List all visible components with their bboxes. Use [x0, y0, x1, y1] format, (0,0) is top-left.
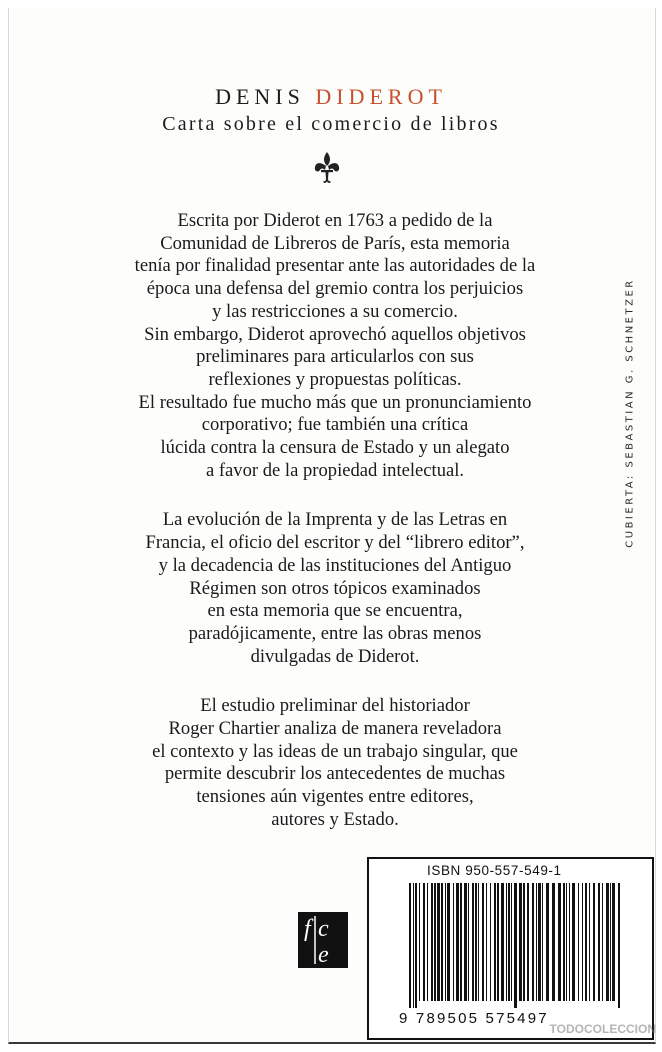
barcode-bar — [497, 883, 499, 1001]
barcode-bar — [460, 883, 462, 1001]
barcode-bar — [486, 883, 487, 1001]
blurb-line: permite descubrir los antecedentes de muchas — [164, 763, 506, 785]
barcode-bar — [578, 883, 579, 1001]
blurb-line: preliminares para articularlos con sus — [196, 346, 474, 368]
barcode-bar — [598, 883, 600, 1001]
barcode-bar — [506, 883, 507, 1001]
blurb-line: y la decadencia de las instituciones del Antiguo — [158, 554, 512, 576]
barcode-bar — [456, 883, 459, 1001]
barcode-bar — [413, 883, 414, 1008]
barcode-bar — [468, 883, 469, 1001]
barcode-bar — [514, 883, 517, 1008]
blurb-line: autores y Estado. — [271, 808, 399, 830]
barcode-bar — [558, 883, 561, 1001]
blurb-line: a favor de la propiedad intelectual. — [205, 459, 465, 481]
barcode-bar — [612, 883, 615, 1001]
author-first-name: DENIS — [215, 84, 305, 109]
barcode-bar — [482, 883, 484, 1001]
barcode-bar — [602, 883, 603, 1001]
svg-text:c: c — [318, 916, 329, 942]
barcode-bar — [546, 883, 549, 1001]
fleur-de-lis-icon — [313, 150, 341, 184]
blurb-line: y las restricciones a su comercio. — [212, 300, 458, 322]
barcode-bar — [511, 883, 512, 1001]
blurb-paragraph-3 — [90, 695, 580, 831]
blurb-line: Francia, el oficio del escritor y del “librero editor”, — [145, 532, 525, 554]
barcode-bar — [572, 883, 575, 1001]
barcode-bar — [415, 883, 417, 1008]
barcode-bar — [434, 883, 436, 1001]
blurb-line: corporativo; fue también una crítica — [201, 414, 469, 436]
barcode-bar — [441, 883, 443, 1001]
blurb-line: El resultado fue mucho más que un pronunciamiento — [138, 391, 532, 413]
barcode-bar — [419, 883, 420, 1001]
author-name — [0, 84, 662, 110]
isbn-label: ISBN 950-557-549-1 — [427, 863, 562, 878]
svg-text:e: e — [318, 942, 329, 968]
barcode-bar — [464, 883, 467, 1001]
author-last-name: DIDEROT — [315, 84, 447, 109]
barcode-bar — [566, 883, 567, 1001]
book-title: Carta sobre el comercio de libros — [162, 113, 500, 135]
barcode-bar — [538, 883, 541, 1001]
blurb-line: La evolución de la Imprenta y de las Letras en — [162, 509, 508, 531]
barcode-bar — [593, 883, 595, 1001]
barcode-bar — [618, 883, 620, 1008]
blurb-line: lúcida contra la censura de Estado y un alegato — [160, 437, 510, 459]
barcode-bar — [447, 883, 450, 1001]
barcode-bar — [431, 883, 433, 1001]
blurb-line: Comunidad de Libreros de París, esta memoria — [160, 232, 510, 254]
barcode-bar — [552, 883, 555, 1001]
blurb-line: divulgadas de Diderot. — [250, 645, 420, 667]
svg-text:f: f — [304, 916, 311, 942]
blurb-line: El estudio preliminar del historiador — [200, 695, 470, 717]
barcode-bar — [542, 883, 543, 1001]
barcode-bar — [589, 883, 590, 1001]
barcode-bar — [519, 883, 522, 1001]
blurb-line: tensiones aún vigentes entre editores, — [196, 786, 474, 808]
barcode-bar — [472, 883, 474, 1001]
blurb-paragraph-1 — [90, 210, 580, 482]
fce-logo-icon — [298, 912, 348, 968]
barcode-bar — [532, 883, 534, 1001]
blurb-line: en esta memoria que se encuentra, — [207, 600, 463, 622]
barcode-bar — [523, 883, 525, 1001]
barcode-bar — [423, 883, 425, 1001]
barcode-bar — [508, 883, 510, 1001]
blurb-line: paradójicamente, entre las obras menos — [188, 622, 482, 644]
barcode-bar — [437, 883, 440, 1001]
barcode-bars — [407, 883, 622, 1008]
barcode-bar — [582, 883, 583, 1001]
barcode-bar — [427, 883, 428, 1001]
blurb-line: Roger Chartier analiza de manera reveladora — [168, 718, 502, 740]
barcode-bar — [527, 883, 529, 1001]
barcode-bar — [606, 883, 609, 1001]
blurb-line: tenía por finalidad presentar ante las autoridades de la — [134, 255, 536, 277]
barcode-bar — [501, 883, 504, 1001]
cover-credit — [620, 175, 640, 650]
barcode-bar — [494, 883, 496, 1001]
barcode-bar — [585, 883, 587, 1001]
barcode-panel — [367, 857, 654, 1040]
blurb-line: Escrita por Diderot en 1763 a pedido de la — [177, 210, 493, 231]
cover-credit-text: CUBIERTA: SEBASTIAN G. SCHNETZER — [624, 277, 636, 548]
blurb-line: reflexiones y propuestas políticas. — [208, 368, 462, 390]
barcode-bar — [563, 883, 565, 1001]
blurb-text — [90, 210, 580, 832]
blurb-paragraph-2 — [90, 509, 580, 668]
blurb-line: Sin embargo, Diderot aprovechó aquellos objetivos — [144, 323, 526, 345]
ean-number: 9 789505 575497 — [399, 1010, 549, 1027]
barcode-bar — [445, 883, 446, 1001]
barcode-bar — [409, 883, 411, 1008]
barcode-bar — [478, 883, 479, 1001]
blurb-line: el contexto y las ideas de un trabajo singular, que — [152, 740, 518, 762]
blurb-line: Régimen son otros tópicos examinados — [189, 577, 481, 599]
barcode-bar — [569, 883, 570, 1001]
barcode-bar — [610, 883, 611, 1001]
barcode-bar — [453, 883, 454, 1001]
barcode-bar — [536, 883, 537, 1001]
watermark: TODOCOLECCION — [549, 1022, 656, 1036]
blurb-line: época una defensa del gremio contra los perjuicios — [146, 278, 524, 300]
barcode-bar — [490, 883, 491, 1001]
barcode-bar — [475, 883, 477, 1001]
